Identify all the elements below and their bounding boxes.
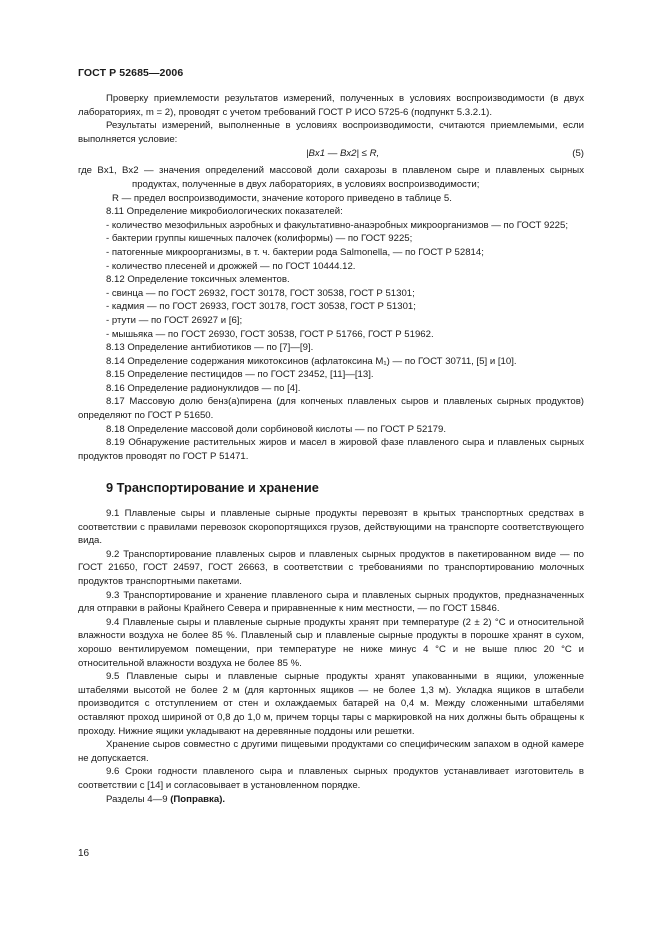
section-9-heading: 9 Транспортирование и хранение xyxy=(106,480,319,496)
clause-9-5: 9.5 Плавленые сыры и плавленые сырные продукты хранят упакованными в ящики, уложенные штабелями высотой не более 2 м (для картонных ящиков — не более 1,3 м). Укладка ящиков в штабели производится с отступлением от стен и охлаждаемых батарей на 0,4 м. Между сложенными штабелями оставляют проход шириной от 0,8 до 1,0 м, причем торцы тары с маркировкой на них должны быть обращены к проходу. Нижние ящики укладывают на деревянные поддоны или решетки. xyxy=(78,671,584,737)
list-item: - бактерии группы кишечных палочек (колиформы) — по ГОСТ 9225; xyxy=(106,233,413,245)
clause-9-5-storage-note: Хранение сыров совместно с другими пищевыми продуктами со специфическим запахом в одной камере не допускается. xyxy=(78,739,584,764)
clause-8-15: 8.15 Определение пестицидов — по ГОСТ 23452, [11]—[13]. xyxy=(106,369,374,381)
formula-legend-r: R — предел воспроизводимости, значение которого приведено в таблице 5. xyxy=(112,192,452,204)
list-item: - кадмия — по ГОСТ 26933, ГОСТ 30178, ГОСТ 30538, ГОСТ Р 51301; xyxy=(106,301,416,313)
document-body xyxy=(78,92,584,806)
clause-8-18: 8.18 Определение массовой доли сорбиновой кислоты — по ГОСТ Р 52179. xyxy=(106,423,446,435)
paragraph-acceptance-condition: Результаты измерений, выполненные в условиях воспроизводимости, считаются приемлемыми, если выполняется условие: xyxy=(78,120,584,145)
clause-8-14: 8.14 Определение содержания микотоксинов (афлатоксина M₁) — по ГОСТ 30711, [5] и [10]. xyxy=(106,355,517,367)
amendment-note xyxy=(78,793,584,807)
clause-8-11: 8.11 Определение микробиологических показателей: xyxy=(106,206,343,218)
clause-9-6: 9.6 Сроки годности плавленого сыра и плавленых сырных продуктов устанавливает изготовитель в соответствии с [14] и согласовывает в установленном порядке. xyxy=(78,766,584,791)
clause-9-1: 9.1 Плавленые сыры и плавленые сырные продукты перевозят в крытых транспортных средствах в соответствии с правилами перевозок скоропортящихся грузов, действующими на транспорте соответствующего вида. xyxy=(78,508,584,547)
amendment-note-bold: (Поправка). xyxy=(170,793,226,805)
formula-legend-bx: где Bx1, Bx2 — значения определений массовой доли сахарозы в плавленом сыре и плавленых сырных продуктах, полученные в двух лабораториях, в условиях воспроизводимости; xyxy=(78,165,584,190)
list-item: - свинца — по ГОСТ 26932, ГОСТ 30178, ГОСТ 30538, ГОСТ Р 51301; xyxy=(106,287,415,299)
paragraph-reproducibility-check: Проверку приемлемости результатов измерений, полученных в условиях воспроизводимости (в двух лабораториях, m = 2), проводят с учетом требований ГОСТ Р ИСО 5725-6 (подпункт 5.3.2.1). xyxy=(78,93,584,118)
list-item: - количество мезофильных аэробных и факультативно-анаэробных микроорганизмов — по ГОСТ 9225; xyxy=(106,219,569,231)
clause-8-13: 8.13 Определение антибиотиков — по [7]—[9]. xyxy=(106,342,314,354)
clause-8-17: 8.17 Массовую долю бенз(а)пирена (для копченых плавленых сыров и плавленых сырных продуктов) определяют по ГОСТ Р 51650. xyxy=(78,396,584,422)
formula-number: (5) xyxy=(572,148,584,160)
clause-8-16: 8.16 Определение радионуклидов — по [4]. xyxy=(106,382,301,394)
clause-9-3: 9.3 Транспортирование и хранение плавленого сыра и плавленых сырных продуктов, предназначенных для отправки в районы Крайнего Севера и приравненные к ним местности, — по ГОСТ 15846. xyxy=(78,589,584,615)
clause-8-12: 8.12 Определение токсичных элементов. xyxy=(106,274,290,286)
list-item: - патогенные микроорганизмы, в т. ч. бактерии рода Salmonella, — по ГОСТ Р 52814; xyxy=(106,246,484,258)
amendment-note-lead: Разделы 4—9 xyxy=(106,793,168,805)
clause-8-19: 8.19 Обнаружение растительных жиров и масел в жировой фазе плавленого сыра и плавленых сырных продуктов проводят по ГОСТ Р 51471. xyxy=(78,437,584,462)
list-item: - ртути — по ГОСТ 26927 и [6]; xyxy=(106,314,243,326)
list-item: - мышьяка — по ГОСТ 26930, ГОСТ 30538, ГОСТ Р 51766, ГОСТ Р 51962. xyxy=(106,328,434,340)
page-number: 16 xyxy=(78,848,90,859)
document-header: ГОСТ Р 52685—2006 xyxy=(78,67,184,79)
formula-row xyxy=(78,147,584,163)
clause-9-4: 9.4 Плавленые сыры и плавленые сырные продукты хранят при температуре (2 ± 2) °С и относительной влажности воздуха не более 85 %. Плавленый сыр и плавленые сырные продукты в порошке хранят в сухом, хорошо вентилируемом помещении, при температуре не ниже минус 4 °С и не выше плюс 20 °С и относительной влажности воздуха не более 85 %. xyxy=(78,616,584,669)
formula: |Bx1 — Bx2| ≤ R, xyxy=(306,148,380,160)
list-item: - количество плесеней и дрожжей — по ГОСТ 10444.12. xyxy=(106,260,356,272)
clause-9-2: 9.2 Транспортирование плавленых сыров и плавленых сырных продуктов в пакетированном виде — по ГОСТ 21650, ГОСТ 24597, ГОСТ 26663, в соответствии с требованиями по транспортированию молочных продуктов транспортными пакетами. xyxy=(78,548,584,587)
